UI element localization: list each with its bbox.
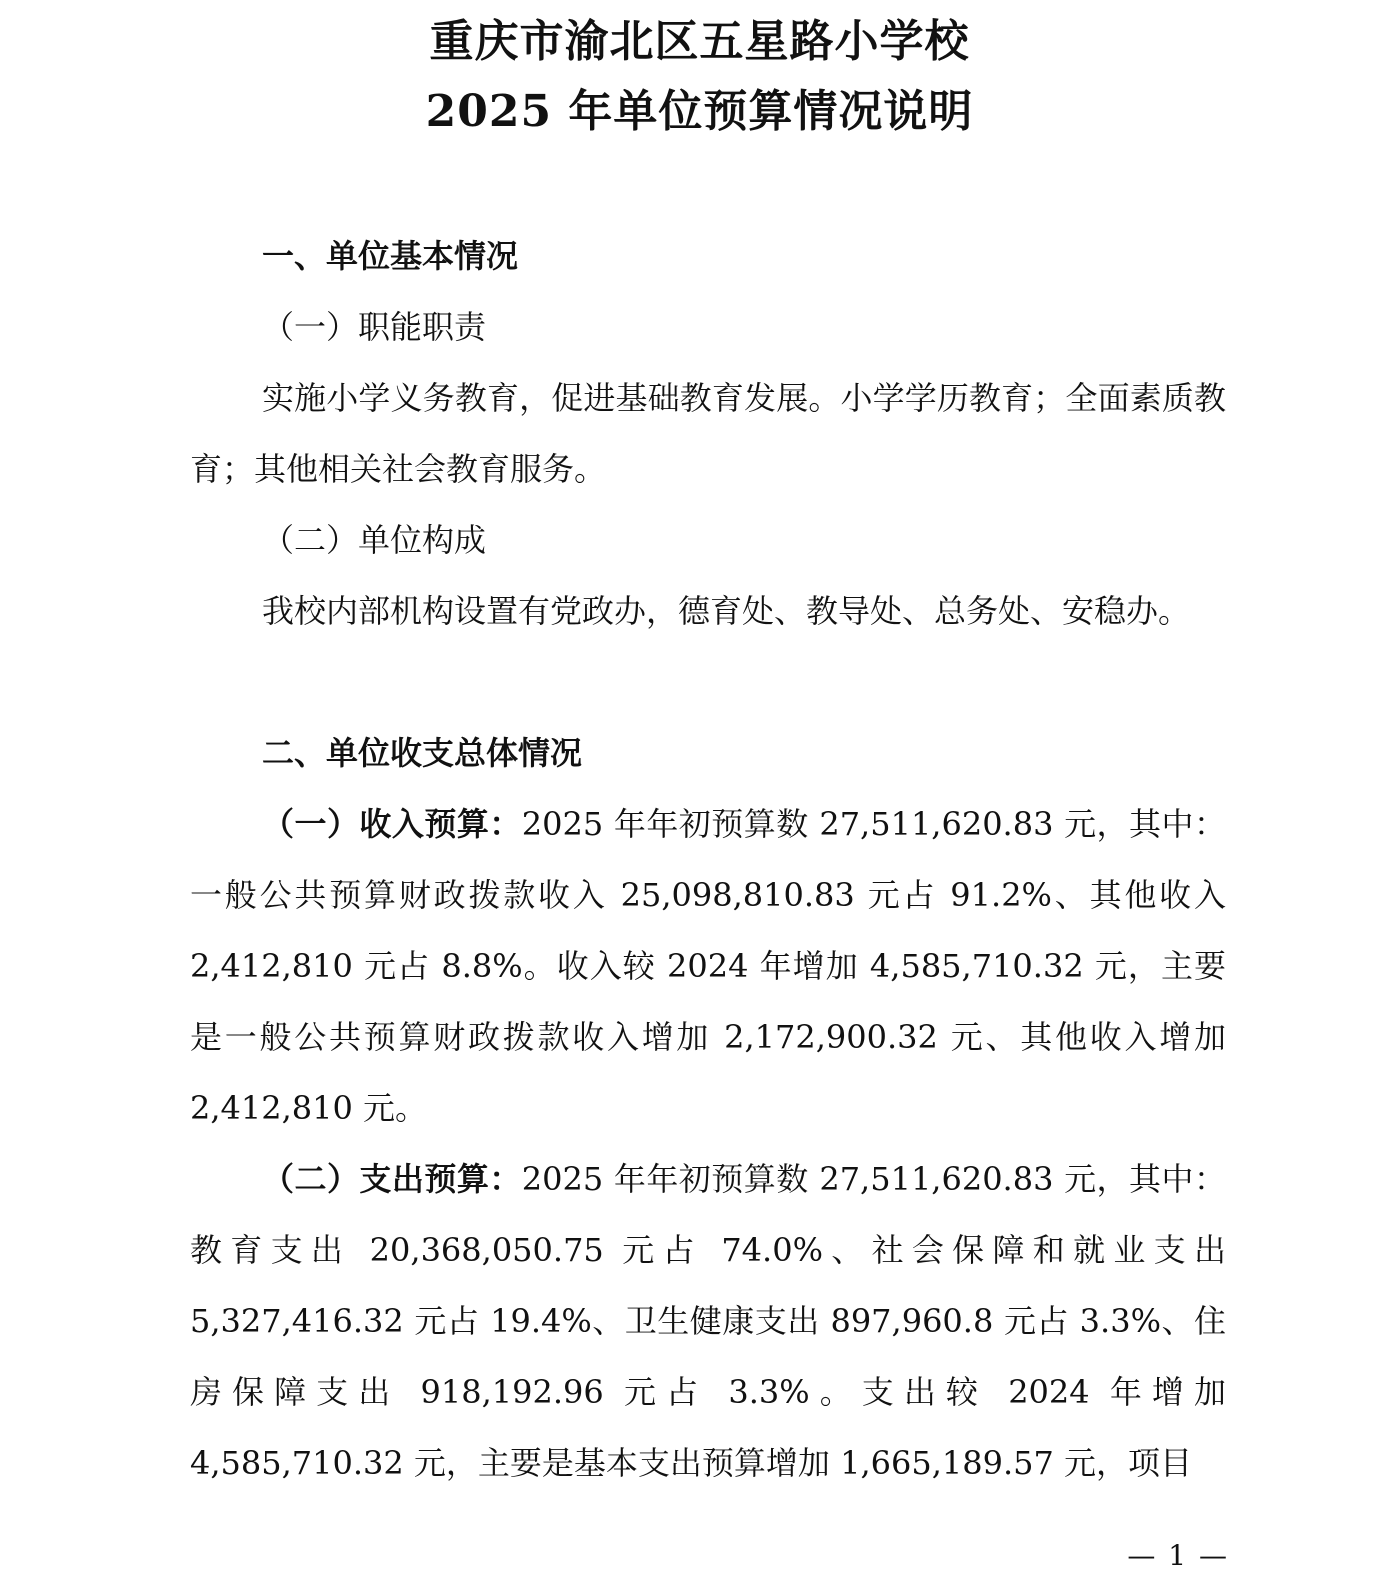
- document-title-line-1: 重庆市渝北区五星路小学校: [429, 16, 970, 67]
- document-title-line-2: 2025 年单位预算情况说明: [425, 86, 974, 137]
- expense-budget-label: （二）支出预算：: [262, 1160, 522, 1198]
- section-1-sub-1-text: 实施小学义务教育，促进基础教育发展。小学学历教育；全面素质教育；其他相关社会教育服务。: [190, 379, 1226, 488]
- section-1-heading: 一、单位基本情况: [262, 237, 519, 275]
- section-1-sub-2-text-block: [190, 576, 1226, 647]
- section-1-sub-2-heading: （二）单位构成: [262, 521, 487, 559]
- income-budget-block: [190, 789, 1226, 1144]
- section-1-sub-1-heading: （一）职能职责: [262, 308, 487, 346]
- expense-budget-paragraph: [190, 1144, 1226, 1499]
- expense-budget-text: 2025 年年初预算数 27,511,620.83 元，其中：教育支出 20,368,050.75 元占 74.0%、社会保障和就业支出 5,327,416.32 元占 19.4%、卫生健康支出 897,960.8 元占 3.3%、住房保障支出 918,192.96 元占 3.3%。支出较 2024 年增加 4,585,710.32 元，主要是基本支出预算增加 1,665,189.57 元，项目: [190, 1160, 1226, 1482]
- section-1-sub-2-text: 我校内部机构设置有党政办，德育处、教导处、总务处、安稳办。: [262, 592, 1191, 630]
- section-2-heading: 二、单位收支总体情况: [262, 734, 583, 772]
- income-budget-text: 2025 年年初预算数 27,511,620.83 元，其中：一般公共预算财政拨款收入 25,098,810.83 元占 91.2%、其他收入 2,412,810 元占 8.8%。收入较 2024 年增加 4,585,710.32 元，主要是一般公共预算财政拨款收入增加 2,172,900.32 元、其他收入增加 2,412,810 元。: [190, 805, 1226, 1127]
- page-number: — 1 —: [1127, 1539, 1229, 1572]
- section-1-sub-1-text-block: [190, 363, 1226, 505]
- income-budget-paragraph: [190, 789, 1226, 1144]
- income-budget-label: （一）收入预算：: [262, 805, 522, 843]
- expense-budget-block: [190, 1144, 1226, 1499]
